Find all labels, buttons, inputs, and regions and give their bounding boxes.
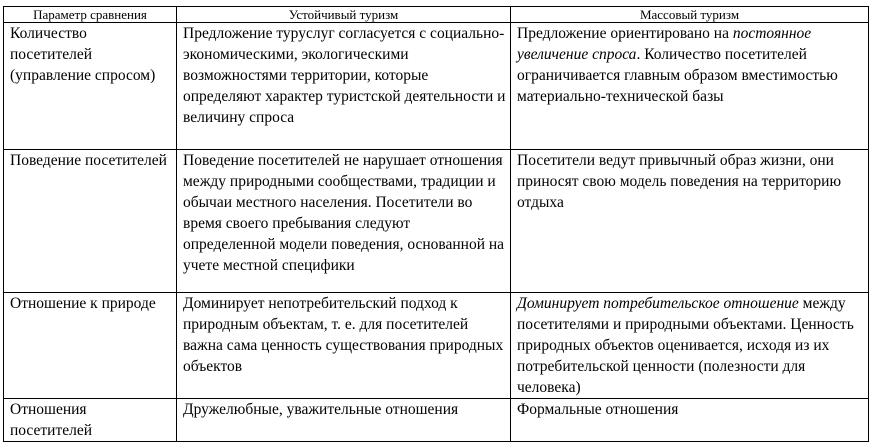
row-parameter: Количество посетителей (управление спросом) — [4, 23, 177, 150]
table-row — [4, 293, 869, 399]
row-mass — [511, 150, 869, 293]
row-parameter: Отношение к природе — [4, 293, 177, 399]
table-row — [4, 150, 869, 293]
mass-emphasis: Доминирует потребительское отношение — [517, 295, 799, 312]
mass-text-rest: между посетителями и природными объектами. Ценность природных объектов оценивается, исходя из их потребительской ценности (полезности для человека) — [517, 295, 854, 396]
header-mass: Массовый туризм — [511, 7, 869, 23]
mass-text: Формальные отношения — [517, 401, 679, 418]
table-row — [4, 399, 869, 442]
row-mass — [511, 293, 869, 399]
mass-text: Предложение ориентировано на — [517, 25, 733, 42]
comparison-table — [3, 6, 869, 442]
table-row — [4, 23, 869, 150]
row-mass — [511, 399, 869, 442]
row-sustainable: Предложение туруслуг согласуется с социально-экономическими, экологическими возможностями территории, которые определяют характер туристской деятельности и величину спроса — [177, 23, 511, 150]
row-parameter: Отношения посетителей — [4, 399, 177, 442]
mass-text-rest: . Количество посетителей ограничивается главным образом вместимостью материально-технической базы — [517, 46, 838, 105]
mass-emphasis: постоянное увеличение спроса — [517, 25, 812, 63]
mass-text: Посетители ведут привычный образ жизни, они приносят свою модель поведения на территорию отдыха — [517, 152, 842, 211]
row-sustainable: Дружелюбные, уважительные отношения — [177, 399, 511, 442]
row-sustainable: Доминирует непотребительский подход к природным объектам, т. е. для посетителей важна сама ценность существования природных объектов — [177, 293, 511, 399]
row-sustainable: Поведение посетителей не нарушает отношения между природными сообществами, традиции и обычаи местного населения. Посетители во время своего пребывания следуют определенной модели поведения, основанной на учете местной специфики — [177, 150, 511, 293]
row-mass — [511, 23, 869, 150]
header-sustainable: Устойчивый туризм — [177, 7, 511, 23]
row-parameter: Поведение посетителей — [4, 150, 177, 293]
header-row — [4, 7, 869, 23]
header-parameter: Параметр сравнения — [4, 7, 177, 23]
